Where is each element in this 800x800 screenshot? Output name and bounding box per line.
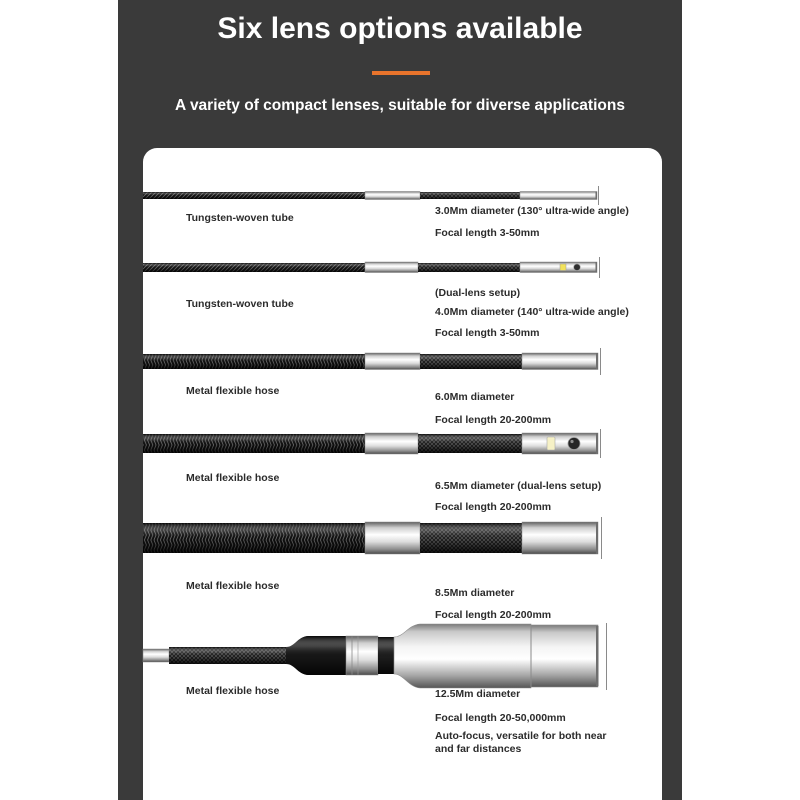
steel-ferrule — [365, 522, 420, 554]
focal-length-spec: Focal length 3-50mm — [435, 327, 540, 339]
autofocus-spec: Auto-focus, versatile for both near and far distances — [435, 730, 607, 755]
hose-shading — [143, 523, 365, 553]
lens-option-2 — [143, 250, 662, 340]
diameter-spec: 3.0Mm diameter (130° ultra-wide angle) — [435, 205, 629, 217]
led-light — [547, 437, 555, 450]
sleeve-shading — [418, 434, 522, 453]
lens-face — [596, 522, 598, 554]
steel-ferrule — [365, 262, 418, 273]
led-light — [560, 264, 566, 271]
lens-head — [522, 522, 598, 554]
boot-shading — [286, 636, 346, 675]
lens-head — [531, 625, 598, 687]
cable-shading — [143, 263, 365, 272]
focal-length-spec: Focal length 20-200mm — [435, 501, 552, 513]
material-label: Tungsten-woven tube — [186, 298, 294, 310]
diameter-spec: 6.0Mm diameter — [435, 391, 515, 403]
lens-head — [522, 433, 598, 454]
camera-lens — [568, 438, 580, 450]
lens-face — [596, 626, 599, 686]
lens-option-5 — [143, 516, 662, 622]
steel-ferrule — [365, 192, 420, 200]
focal-length-spec: Focal length 20-200mm — [435, 414, 552, 426]
lens-head — [520, 262, 597, 273]
material-label: Metal flexible hose — [186, 385, 280, 397]
focal-length-spec: Focal length 3-50mm — [435, 227, 540, 239]
focal-length-spec: Focal length 20-200mm — [435, 609, 552, 621]
lens-setup-spec: (Dual-lens setup) — [435, 287, 521, 299]
focal-length-spec: Focal length 20-50,000mm — [435, 712, 566, 724]
lens-option-4 — [143, 428, 662, 516]
lens-head — [520, 192, 597, 200]
lens-glint — [570, 440, 573, 443]
probe-illustration — [143, 622, 662, 800]
diameter-spec: 4.0Mm diameter (140° ultra-wide angle) — [435, 306, 629, 318]
probe-illustration — [143, 516, 662, 622]
lens-option-6 — [143, 622, 662, 800]
hose-shading — [143, 354, 365, 369]
camera-lens — [574, 264, 581, 271]
lens-face — [596, 192, 598, 200]
steel-ferrule — [346, 636, 378, 675]
hose-shading — [143, 434, 365, 453]
cable-shading — [169, 647, 287, 664]
probe-illustration — [143, 250, 662, 340]
diameter-spec: 12.5Mm diameter — [435, 688, 521, 700]
lens-face — [596, 433, 598, 454]
cable-stub — [143, 649, 169, 662]
cable-shading — [143, 192, 365, 199]
material-label: Tungsten-woven tube — [186, 212, 294, 224]
lens-option-1 — [143, 180, 662, 250]
page-title: Six lens options available — [217, 12, 583, 45]
lens-head — [522, 353, 598, 370]
steel-ferrule — [365, 353, 420, 370]
sleeve-shading — [420, 523, 522, 553]
lens-face — [596, 262, 598, 273]
material-label: Metal flexible hose — [186, 685, 280, 697]
sleeve-shading — [420, 192, 520, 199]
diameter-spec: 8.5Mm diameter — [435, 587, 515, 599]
lens-face — [596, 353, 598, 370]
material-label: Metal flexible hose — [186, 580, 280, 592]
sleeve-shading — [420, 354, 522, 369]
diameter-spec: 6.5Mm diameter (dual-lens setup) — [435, 480, 602, 492]
material-label: Metal flexible hose — [186, 472, 280, 484]
page-subtitle: A variety of compact lenses, suitable for diverse applications — [175, 97, 625, 114]
collar-shading — [378, 637, 394, 674]
camera-body — [394, 624, 531, 688]
steel-ferrule — [365, 433, 418, 454]
sleeve-shading — [418, 263, 520, 272]
lens-option-3 — [143, 340, 662, 428]
accent-divider — [372, 71, 430, 75]
